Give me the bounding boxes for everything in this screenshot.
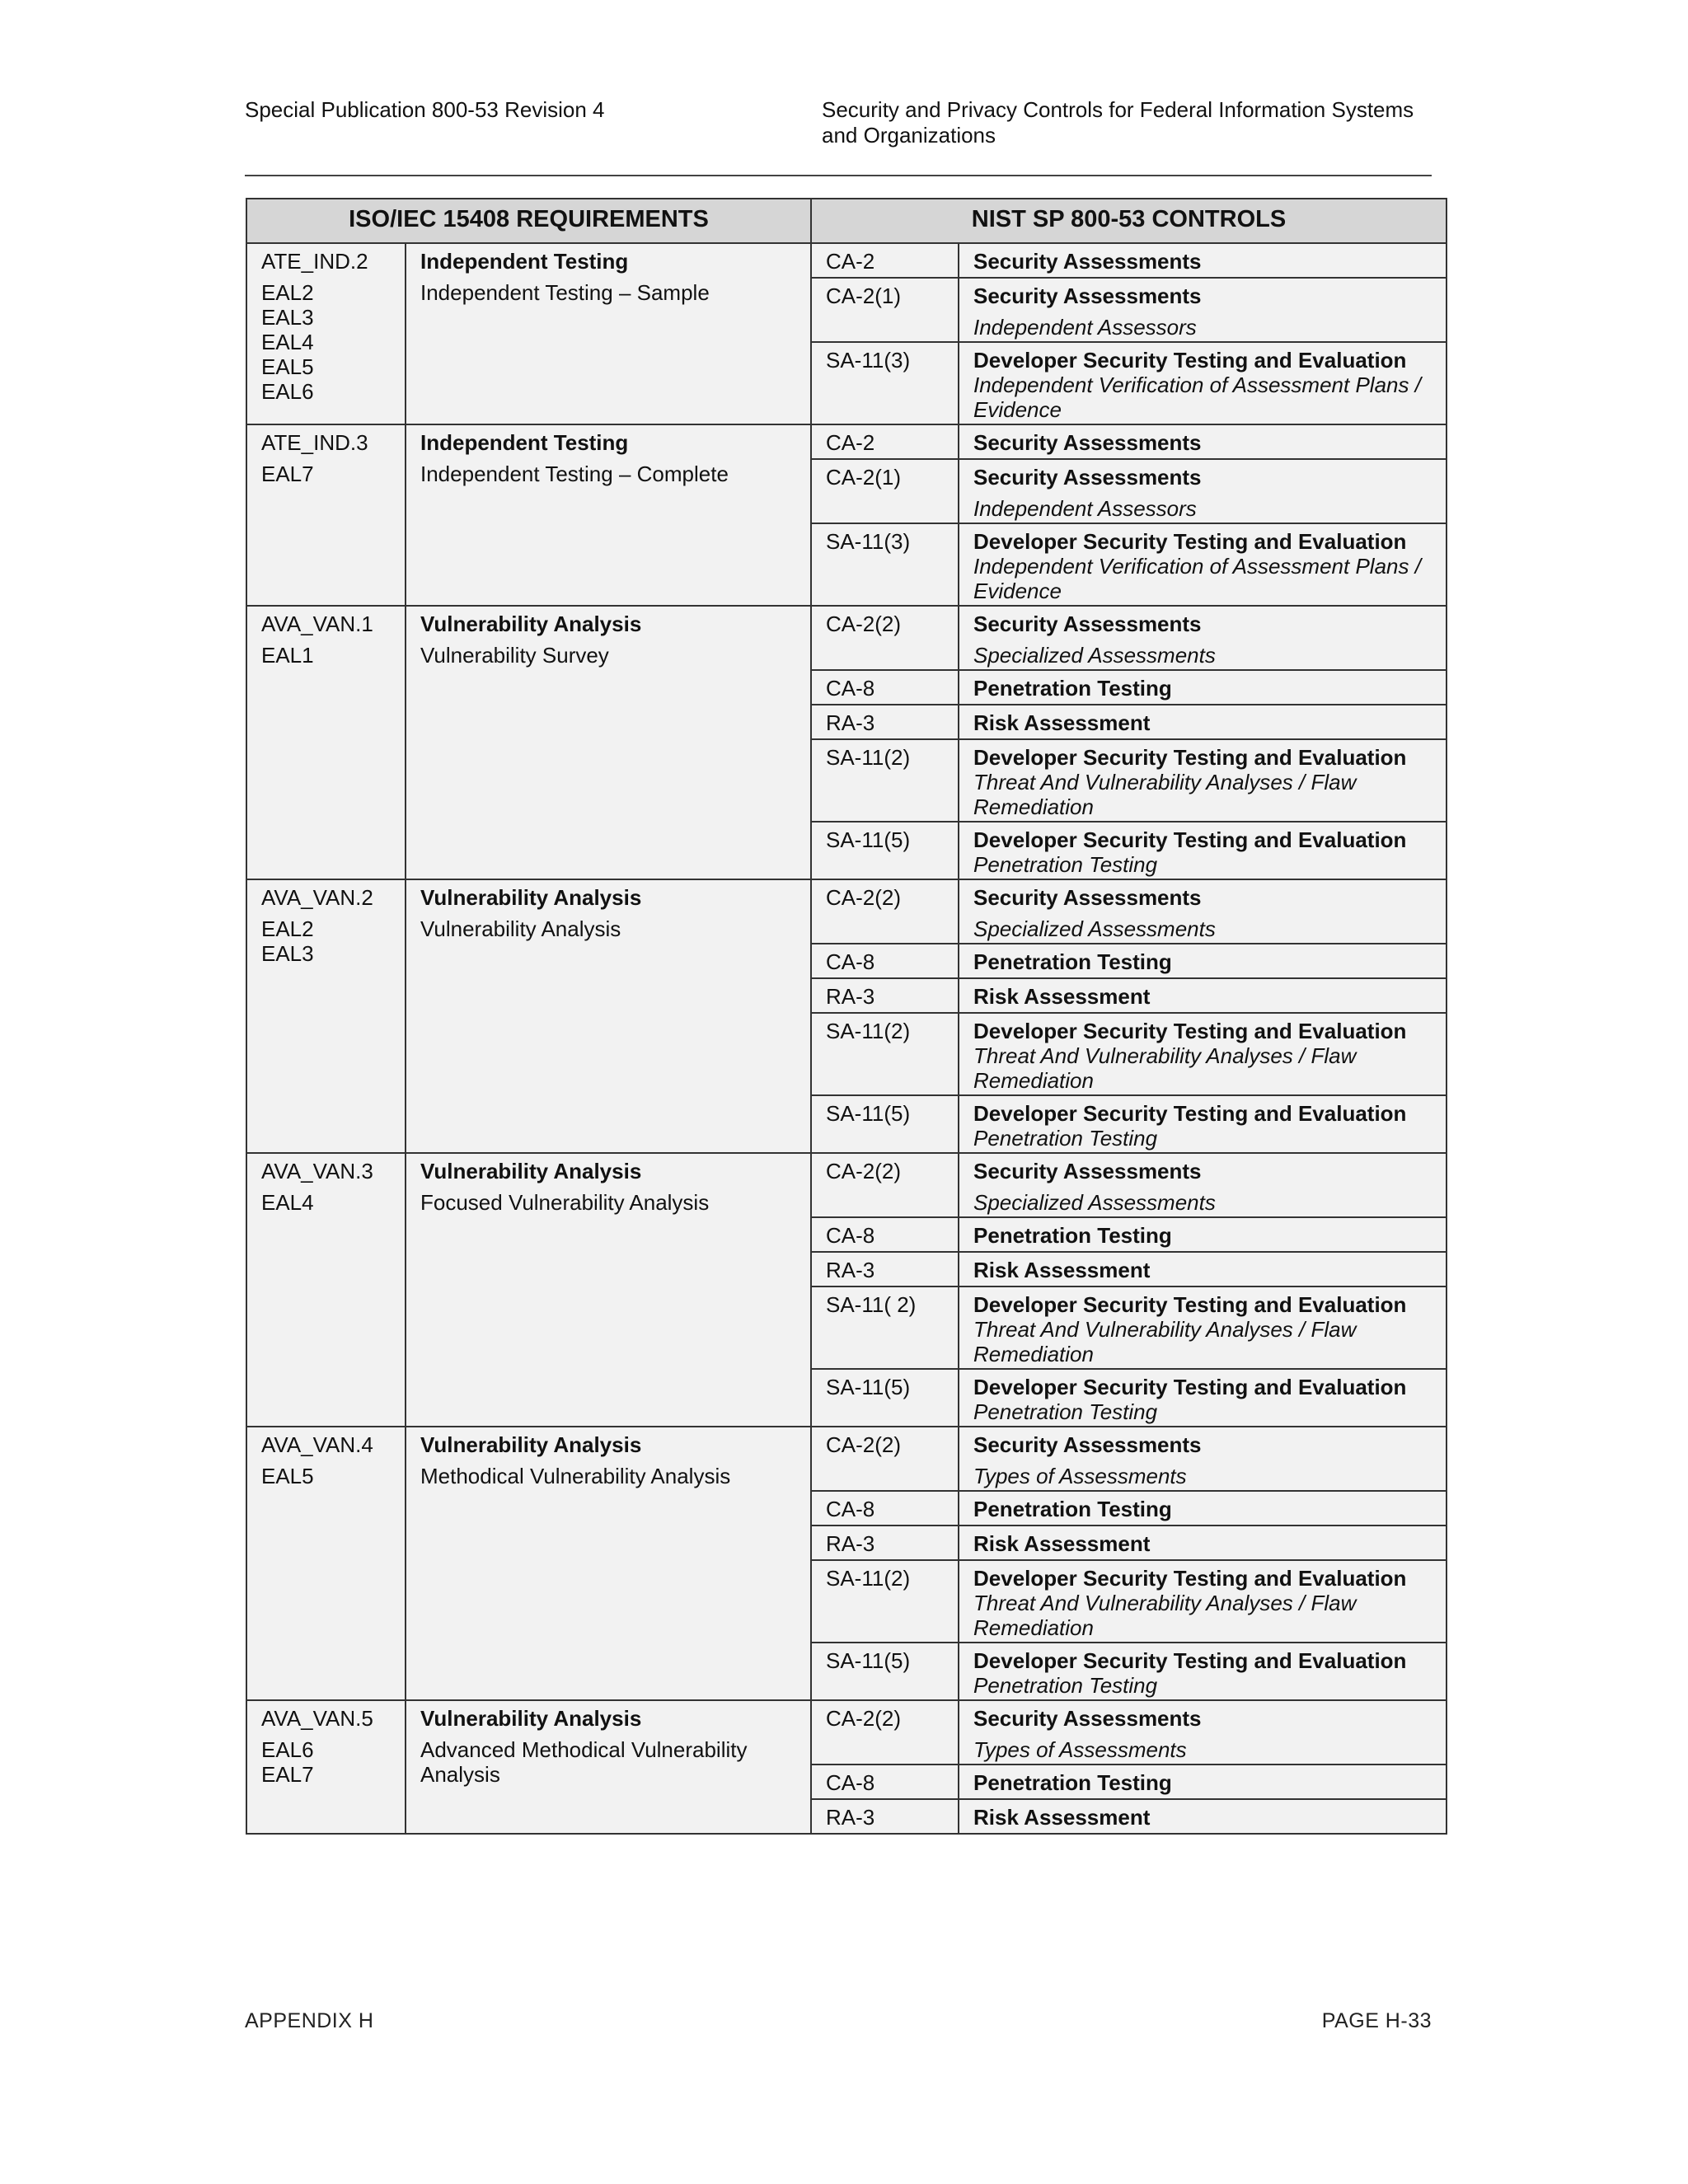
control-cell (959, 523, 1447, 606)
requirement-name-cell (406, 606, 811, 879)
control-id: CA-2(2) (811, 606, 959, 670)
control-id: SA-11(5) (811, 1643, 959, 1700)
control-enhancement: Types of Assessments (973, 1737, 1187, 1762)
control-id: CA-2(2) (811, 1153, 959, 1217)
control-title: Penetration Testing (973, 949, 1172, 974)
control-id: CA-2(1) (811, 459, 959, 523)
control-cell (959, 705, 1447, 739)
control-enhancement: Independent Assessors (973, 315, 1197, 340)
eal-list (261, 1737, 392, 1787)
control-title: Risk Assessment (973, 1805, 1151, 1830)
requirement-id-cell (246, 1153, 406, 1427)
eal-level: EAL5 (261, 354, 314, 379)
control-title: Risk Assessment (973, 1258, 1151, 1282)
requirement-subtitle: Vulnerability Analysis (420, 916, 621, 941)
control-title: Penetration Testing (973, 1223, 1172, 1248)
control-id: SA-11(3) (811, 342, 959, 424)
control-enhancement: Penetration Testing (973, 1126, 1158, 1151)
control-cell (959, 606, 1447, 670)
control-id: SA-11(3) (811, 523, 959, 606)
control-cell (959, 1217, 1447, 1252)
table-body (246, 243, 1447, 1834)
eal-level: EAL2 (261, 280, 314, 305)
control-title: Risk Assessment (973, 984, 1151, 1009)
control-id: SA-11(5) (811, 1095, 959, 1153)
control-id: RA-3 (811, 1252, 959, 1286)
control-title: Developer Security Testing and Evaluation (973, 1648, 1407, 1673)
control-enhancement: Penetration Testing (973, 1673, 1158, 1698)
control-cell (959, 1013, 1447, 1095)
header-divider (245, 175, 1432, 176)
control-id: RA-3 (811, 1526, 959, 1560)
requirement-id: AVA_VAN.1 (261, 612, 373, 636)
control-title: Security Assessments (973, 465, 1202, 490)
eal-list (261, 1190, 392, 1215)
control-enhancement: Threat And Vulnerability Analyses / Flaw Remediation (973, 1317, 1357, 1366)
header-title (822, 97, 1448, 148)
control-id: CA-8 (811, 1491, 959, 1526)
eal-level: EAL1 (261, 643, 314, 668)
column-header-iso: ISO/IEC 15408 REQUIREMENTS (246, 199, 811, 243)
control-title: Penetration Testing (973, 676, 1172, 701)
control-title: Security Assessments (973, 885, 1202, 910)
eal-list (261, 462, 392, 486)
control-id: CA-2 (811, 243, 959, 278)
control-id: CA-8 (811, 670, 959, 705)
requirement-id: AVA_VAN.2 (261, 885, 373, 910)
requirement-id: AVA_VAN.5 (261, 1706, 373, 1731)
control-title: Penetration Testing (973, 1497, 1172, 1521)
header-title-line2: and Organizations (822, 123, 996, 148)
requirement-name-cell (406, 1427, 811, 1700)
table-row (246, 1153, 1447, 1217)
control-title: Security Assessments (973, 430, 1202, 455)
control-enhancement: Specialized Assessments (973, 916, 1216, 941)
eal-level: EAL3 (261, 305, 314, 330)
table-row (246, 879, 1447, 944)
table-row (246, 424, 1447, 459)
control-enhancement: Threat And Vulnerability Analyses / Flaw Remediation (973, 1591, 1357, 1640)
control-cell (959, 1427, 1447, 1491)
control-id: CA-2(2) (811, 1427, 959, 1491)
control-cell (959, 1765, 1447, 1799)
table-row (246, 1427, 1447, 1491)
control-title: Security Assessments (973, 1159, 1202, 1183)
control-cell (959, 1369, 1447, 1427)
control-cell (959, 1526, 1447, 1560)
control-id: CA-8 (811, 1217, 959, 1252)
control-enhancement: Independent Assessors (973, 496, 1197, 521)
control-cell (959, 1491, 1447, 1526)
table-header-row (246, 199, 1447, 243)
control-cell (959, 944, 1447, 978)
control-cell (959, 1799, 1447, 1834)
eal-level: EAL3 (261, 941, 314, 966)
eal-level: EAL7 (261, 1762, 314, 1787)
requirement-name-cell (406, 1153, 811, 1427)
control-title: Risk Assessment (973, 1531, 1151, 1556)
requirement-name-cell (406, 243, 811, 424)
requirement-name-cell (406, 424, 811, 606)
requirement-title: Vulnerability Analysis (420, 612, 642, 636)
requirement-subtitle: Vulnerability Survey (420, 643, 609, 668)
control-id: CA-2(2) (811, 879, 959, 944)
control-cell (959, 342, 1447, 424)
eal-list (261, 916, 392, 966)
control-title: Developer Security Testing and Evaluation (973, 1292, 1407, 1317)
control-title: Developer Security Testing and Evaluation (973, 745, 1407, 770)
header-publication: Special Publication 800-53 Revision 4 (245, 97, 605, 122)
table-row (246, 243, 1447, 278)
eal-level: EAL7 (261, 462, 314, 486)
control-cell (959, 1560, 1447, 1643)
control-enhancement: Independent Verification of Assessment Plans / Evidence (973, 554, 1421, 603)
requirement-title: Vulnerability Analysis (420, 1159, 642, 1183)
control-title: Security Assessments (973, 1432, 1202, 1457)
control-title: Developer Security Testing and Evaluation (973, 1375, 1407, 1399)
control-title: Security Assessments (973, 612, 1202, 636)
requirement-id-cell (246, 879, 406, 1153)
eal-level: EAL6 (261, 1737, 314, 1762)
control-enhancement: Penetration Testing (973, 852, 1158, 877)
footer-page-number: PAGE H-33 (1321, 2009, 1432, 2032)
requirement-id: ATE_IND.2 (261, 249, 368, 274)
control-id: CA-8 (811, 1765, 959, 1799)
control-id: RA-3 (811, 705, 959, 739)
eal-level: EAL5 (261, 1464, 314, 1488)
control-cell (959, 822, 1447, 879)
eal-level: EAL4 (261, 1190, 314, 1215)
requirement-title: Vulnerability Analysis (420, 1432, 642, 1457)
requirement-id: AVA_VAN.4 (261, 1432, 373, 1457)
control-cell (959, 1286, 1447, 1369)
requirement-id-cell (246, 1427, 406, 1700)
header-title-line1: Security and Privacy Controls for Federal Information Systems (822, 97, 1414, 122)
requirement-title: Independent Testing (420, 249, 629, 274)
eal-list (261, 280, 392, 404)
requirement-subtitle: Independent Testing – Complete (420, 462, 729, 486)
footer-appendix: APPENDIX H (245, 2009, 374, 2032)
control-cell (959, 879, 1447, 944)
control-cell (959, 1643, 1447, 1700)
control-enhancement: Types of Assessments (973, 1464, 1187, 1488)
control-cell (959, 670, 1447, 705)
control-title: Developer Security Testing and Evaluation (973, 827, 1407, 852)
control-id: SA-11(5) (811, 822, 959, 879)
requirement-id-cell (246, 606, 406, 879)
control-cell (959, 459, 1447, 523)
requirement-id-cell (246, 424, 406, 606)
control-title: Penetration Testing (973, 1770, 1172, 1795)
requirement-name-cell (406, 879, 811, 1153)
control-cell (959, 243, 1447, 278)
requirement-subtitle: Advanced Methodical Vulnerability Analysis (420, 1737, 748, 1787)
mapping-table (246, 198, 1447, 1835)
control-id: SA-11(5) (811, 1369, 959, 1427)
control-enhancement: Threat And Vulnerability Analyses / Flaw Remediation (973, 1043, 1357, 1093)
eal-list (261, 643, 392, 668)
control-enhancement: Specialized Assessments (973, 1190, 1216, 1215)
eal-list (261, 1464, 392, 1488)
control-cell (959, 978, 1447, 1013)
eal-level: EAL6 (261, 379, 314, 404)
control-title: Developer Security Testing and Evaluation (973, 1019, 1407, 1043)
control-id: RA-3 (811, 1799, 959, 1834)
requirement-title: Vulnerability Analysis (420, 1706, 642, 1731)
control-id: RA-3 (811, 978, 959, 1013)
control-cell (959, 1252, 1447, 1286)
table-row (246, 606, 1447, 670)
requirement-id-cell (246, 1700, 406, 1834)
control-id: SA-11(2) (811, 1013, 959, 1095)
table-row (246, 1700, 1447, 1765)
column-header-nist: NIST SP 800-53 CONTROLS (811, 199, 1447, 243)
control-id: CA-2 (811, 424, 959, 459)
control-enhancement: Specialized Assessments (973, 643, 1216, 668)
control-title: Developer Security Testing and Evaluation (973, 1566, 1407, 1591)
control-title: Security Assessments (973, 1706, 1202, 1731)
control-cell (959, 739, 1447, 822)
requirement-title: Independent Testing (420, 430, 629, 455)
control-enhancement: Threat And Vulnerability Analyses / Flaw Remediation (973, 770, 1357, 819)
requirement-id-cell (246, 243, 406, 424)
requirement-title: Vulnerability Analysis (420, 885, 642, 910)
control-title: Security Assessments (973, 249, 1202, 274)
control-id: CA-2(2) (811, 1700, 959, 1765)
requirement-name-cell (406, 1700, 811, 1834)
control-cell (959, 278, 1447, 342)
control-cell (959, 424, 1447, 459)
control-title: Risk Assessment (973, 710, 1151, 735)
control-title: Security Assessments (973, 284, 1202, 308)
control-title: Developer Security Testing and Evaluation (973, 348, 1407, 373)
control-enhancement: Independent Verification of Assessment Plans / Evidence (973, 373, 1421, 422)
control-id: CA-8 (811, 944, 959, 978)
control-cell (959, 1095, 1447, 1153)
control-id: CA-2(1) (811, 278, 959, 342)
control-id: SA-11(2) (811, 1560, 959, 1643)
requirement-subtitle: Methodical Vulnerability Analysis (420, 1464, 731, 1488)
control-title: Developer Security Testing and Evaluation (973, 529, 1407, 554)
control-cell (959, 1153, 1447, 1217)
control-cell (959, 1700, 1447, 1765)
requirement-id: ATE_IND.3 (261, 430, 368, 455)
eal-level: EAL4 (261, 330, 314, 354)
eal-level: EAL2 (261, 916, 314, 941)
control-enhancement: Penetration Testing (973, 1399, 1158, 1424)
requirement-id: AVA_VAN.3 (261, 1159, 373, 1183)
requirement-subtitle: Focused Vulnerability Analysis (420, 1190, 710, 1215)
control-title: Developer Security Testing and Evaluation (973, 1101, 1407, 1126)
control-id: SA-11(2) (811, 739, 959, 822)
requirement-subtitle: Independent Testing – Sample (420, 280, 710, 305)
control-id: SA-11( 2) (811, 1286, 959, 1369)
